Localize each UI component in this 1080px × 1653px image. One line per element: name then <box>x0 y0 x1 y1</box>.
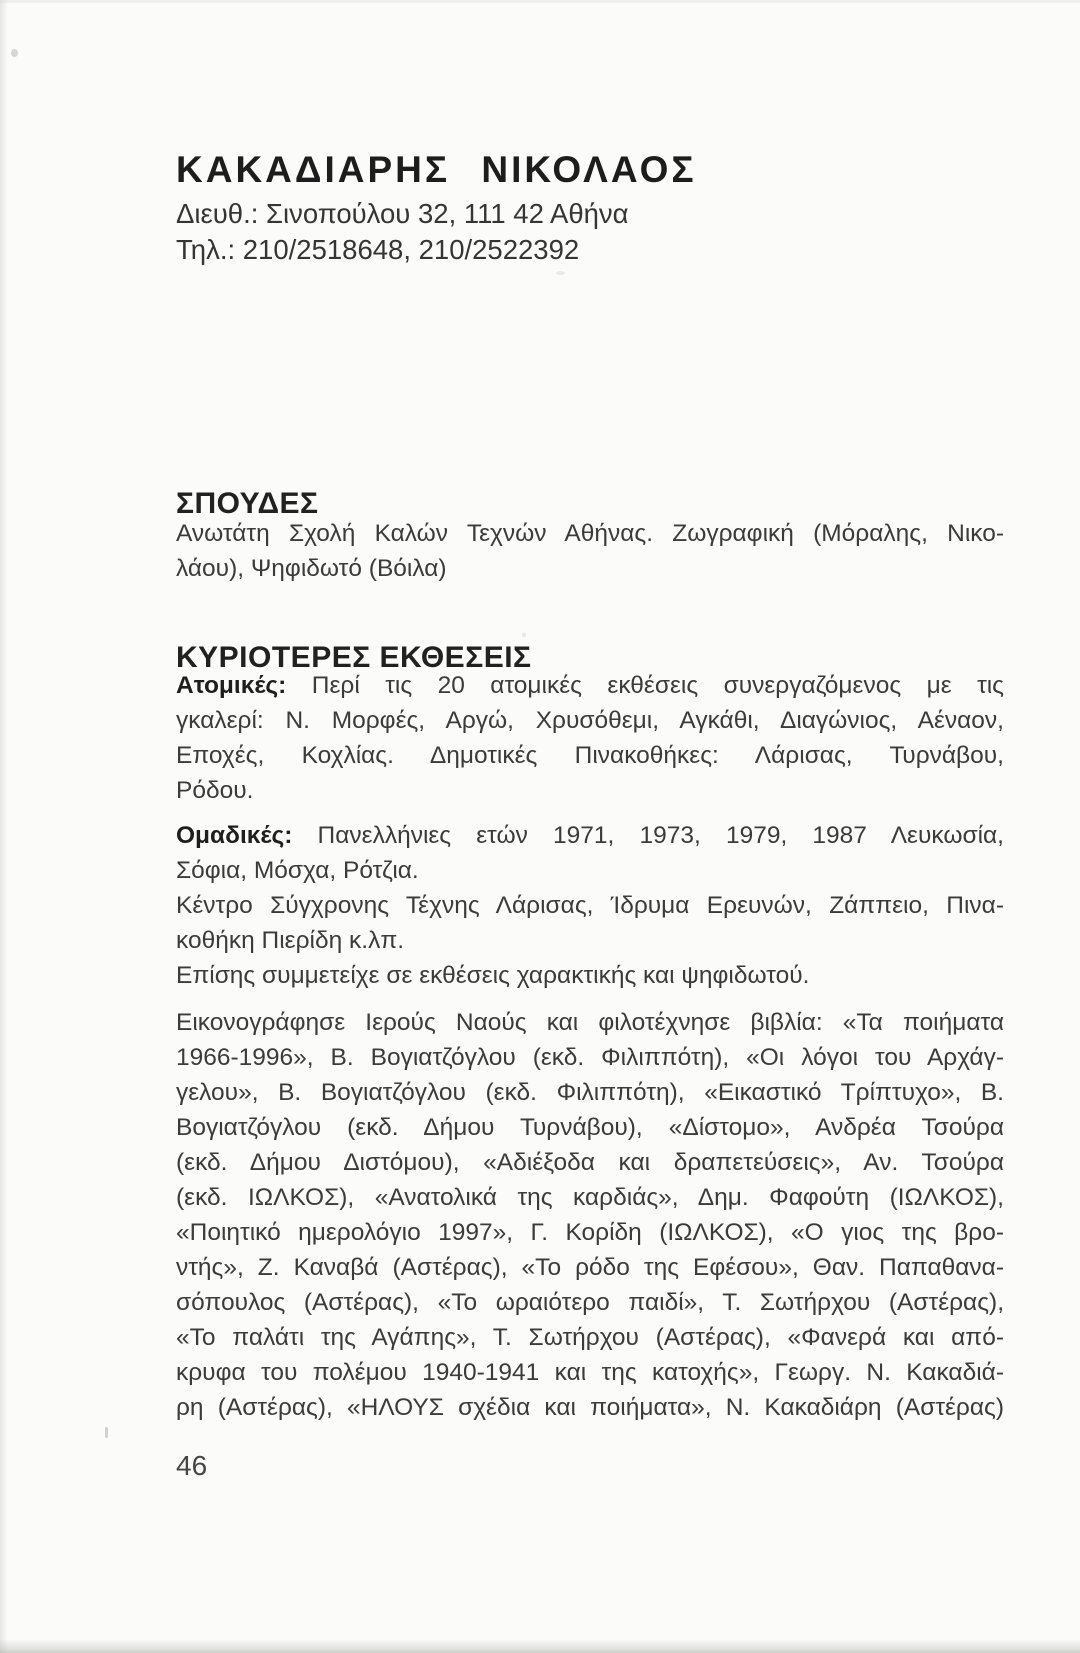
illustrations-line: (εκδ. Δήμου Διστόμου), «Αδιέξοδα και δραπετεύσεις», Αν. Τσούρα <box>176 1149 1004 1176</box>
group-exhibitions-line <box>176 818 1004 853</box>
illustrations-line: ρη (Αστέρας), «ΗΛΟΥΣ σχέδια και ποιήματα», Ν. Κακαδιάρη (Αστέρας) <box>176 1394 1004 1421</box>
artist-name-title: ΚΑΚΑΔΙΑΡΗΣ ΝΙΚΟΛΑΟΣ <box>176 148 697 190</box>
illustrations-line: γελου», Β. Βογιατζόγλου (εκδ. Φιλιππότη), «Εικαστικό Τρίπτυχο», Β. <box>176 1079 1004 1106</box>
solo-exhibitions-label: Ατομικές: <box>176 672 287 699</box>
illustrations-line: «Το παλάτι της Αγάπης», Τ. Σωτήρχου (Αστέρας), «Φανερά και από- <box>176 1324 1004 1351</box>
group-exhibitions-line: κοθήκη Πιερίδη κ.λπ. <box>176 927 405 954</box>
group-exhibitions-label: Ομαδικές: <box>176 822 293 849</box>
illustrations-line: 1966-1996», Β. Βογιατζόγλου (εκδ. Φιλιππότη), «Οι λόγοι του Αρχάγ- <box>176 1044 1004 1071</box>
page-number: 46 <box>176 1450 208 1481</box>
group-exhibitions-line: Επίσης συμμετείχε σε εκθέσεις χαρακτικής και ψηφιδωτού. <box>176 962 810 989</box>
phone-line: Τηλ.: 210/2518648, 210/2522392 <box>176 234 580 265</box>
solo-exhibitions-paragraph <box>176 668 1004 808</box>
solo-exhibitions-line: Ρόδου. <box>176 777 254 804</box>
illustrations-line: Βογιατζόγλου (εκδ. Δήμου Τυρνάβου), «Δίστομο», Ανδρέα Τσούρα <box>176 1114 1004 1141</box>
scan-edge-top <box>0 0 1080 3</box>
studies-line: λάου), Ψηφιδωτό (Βόιλα) <box>176 555 447 582</box>
studies-paragraph <box>176 516 1004 586</box>
illustrations-line: «Ποιητικό ημερολόγιο 1997», Γ. Κορίδη (ΙΩΛΚΟΣ), «Ο γιος της βρο- <box>176 1219 1004 1246</box>
illustrations-line: (εκδ. ΙΩΛΚΟΣ), «Ανατολικά της καρδιάς», Δημ. Φαφούτη (ΙΩΛΚΟΣ), <box>176 1184 1004 1211</box>
solo-exhibitions-line: γκαλερί: Ν. Μορφές, Αργώ, Χρυσόθεμι, Αγκάθι, Διαγώνιος, Αέναον, <box>176 707 1004 734</box>
group-exhibitions-line: Σόφια, Μόσχα, Ρότζια. <box>176 857 419 884</box>
solo-exhibitions-text: Περί τις 20 ατομικές εκθέσεις συνεργαζόμενος με τις <box>286 672 1004 699</box>
scan-speck <box>556 271 565 275</box>
solo-exhibitions-line: Εποχές, Κοχλίας. Δημοτικές Πινακοθήκες: Λάρισας, Τυρνάβου, <box>176 742 1004 769</box>
illustrations-line: Εικονογράφησε Ιερούς Ναούς και φιλοτέχνησε βιβλία: «Τα ποιήματα <box>176 1009 1004 1036</box>
illustrations-line: ντής», Ζ. Καναβά (Αστέρας), «Το ρόδο της Εφέσου», Θαν. Παπαθανα- <box>176 1254 1004 1281</box>
scan-edge-left <box>0 0 8 1653</box>
studies-section-heading: ΣΠΟΥΔΕΣ <box>176 486 319 520</box>
illustrations-paragraph <box>176 1005 1004 1425</box>
exhibitions-section-heading: ΚΥΡΙΟΤΕΡΕΣ ΕΚΘΕΣΕΙΣ <box>176 640 532 674</box>
scan-speck <box>11 49 18 57</box>
studies-line: Ανωτάτη Σχολή Καλών Τεχνών Αθήνας. Ζωγραφική (Μόραλης, Νικο- <box>176 520 1004 547</box>
illustrations-line: σόπουλος (Αστέρας), «Το ωραιότερο παιδί», Τ. Σωτήρχου (Αστέρας), <box>176 1289 1004 1316</box>
scan-edge-bottom <box>0 1639 1080 1653</box>
scan-speck <box>522 633 526 637</box>
address-line: Διευθ.: Σινοπούλου 32, 111 42 Αθήνα <box>176 198 629 229</box>
group-exhibitions-text: Πανελλήνιες ετών 1971, 1973, 1979, 1987 Λευκωσία, <box>292 822 1004 849</box>
group-exhibitions-paragraph <box>176 818 1004 993</box>
contact-block <box>176 196 1004 268</box>
solo-exhibitions-line <box>176 668 1004 703</box>
group-exhibitions-line: Κέντρο Σύγχρονης Τέχνης Λάρισας, Ίδρυμα Ερευνών, Ζάππειο, Πινα- <box>176 892 1004 919</box>
illustrations-line: κρυφα του πολέμου 1940-1941 και της κατοχής», Γεωργ. Ν. Κακαδιά- <box>176 1359 1004 1386</box>
scan-speck <box>105 1427 108 1438</box>
